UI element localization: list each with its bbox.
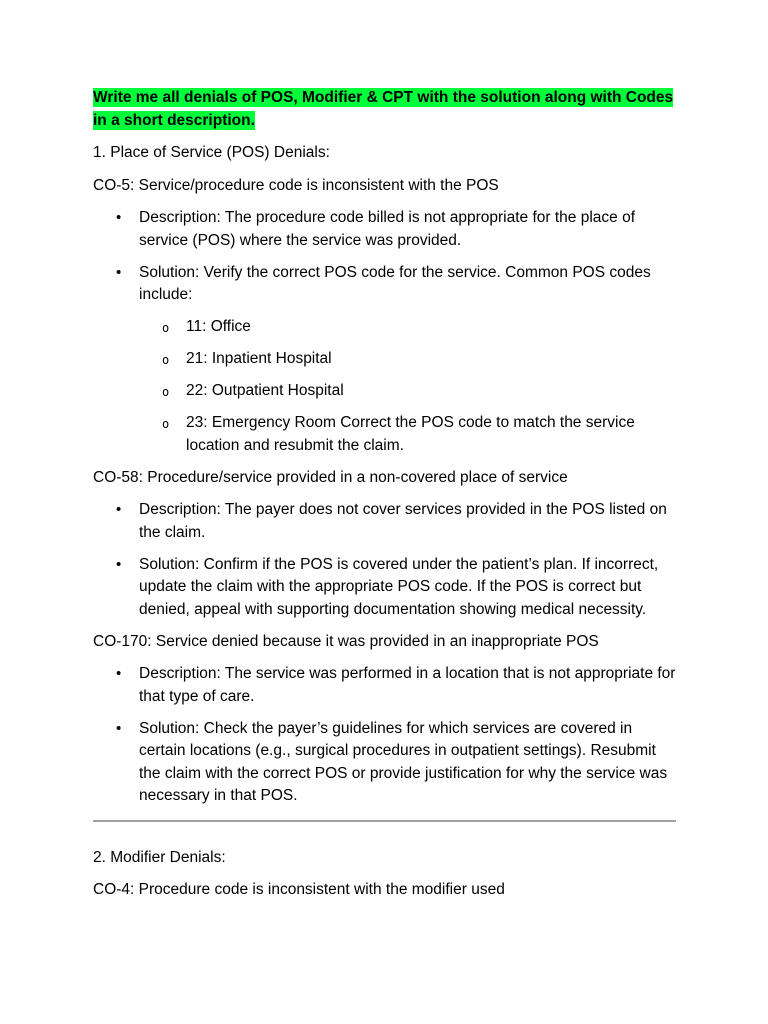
section-divider	[93, 820, 676, 822]
pos-code-item: o 11: Office	[186, 316, 676, 339]
co58-heading: CO-58: Procedure/service provided in a non-covered place of service	[93, 468, 568, 486]
co5-details-list	[93, 207, 676, 457]
co5-heading: CO-5: Service/procedure code is inconsistent with the POS	[93, 176, 499, 194]
document-page	[93, 87, 676, 912]
modifier-section-heading: 2. Modifier Denials:	[93, 848, 226, 866]
co58-details-list	[93, 499, 676, 621]
highlighted-request-text: Write me all denials of POS, Modifier & CPT with the solution along with Codes in a short description.	[93, 89, 674, 129]
co170-details-list	[93, 663, 676, 808]
co170-heading: CO-170: Service denied because it was provided in an inappropriate POS	[93, 632, 599, 650]
co58-solution: • Solution: Confirm if the POS is covered under the patient’s plan. If incorrect, update the claim with the appropriate POS code. If the POS is correct but denied, appeal with supporting documentation showing medical necessity.	[139, 554, 676, 622]
co5-solution	[139, 262, 676, 458]
co170-description: • Description: The service was performed in a location that is not appropriate for that type of care.	[139, 663, 676, 708]
co5-description: • Description: The procedure code billed is not appropriate for the place of service (POS) where the service was provided.	[139, 207, 676, 252]
pos-section-heading: 1. Place of Service (POS) Denials:	[93, 144, 330, 161]
pos-codes-list	[139, 316, 676, 457]
co58-description: • Description: The payer does not cover services provided in the POS listed on the claim.	[139, 499, 676, 544]
request-prompt	[93, 87, 676, 132]
co4-heading: CO-4: Procedure code is inconsistent with the modifier used	[93, 881, 505, 898]
pos-code-item: o 21: Inpatient Hospital	[186, 348, 676, 371]
pos-code-item: o 22: Outpatient Hospital	[186, 380, 676, 403]
co170-solution: • Solution: Check the payer’s guidelines for which services are covered in certain locations (e.g., surgical procedures in outpatient settings). Resubmit the claim with the correct POS or provide justification for why the service was necessary in that POS.	[139, 718, 676, 808]
co5-solution-text: Solution: Verify the correct POS code for the service. Common POS codes include:	[139, 263, 651, 303]
pos-code-item: o 23: Emergency Room Correct the POS code to match the service location and resubmit the claim.	[186, 412, 676, 457]
